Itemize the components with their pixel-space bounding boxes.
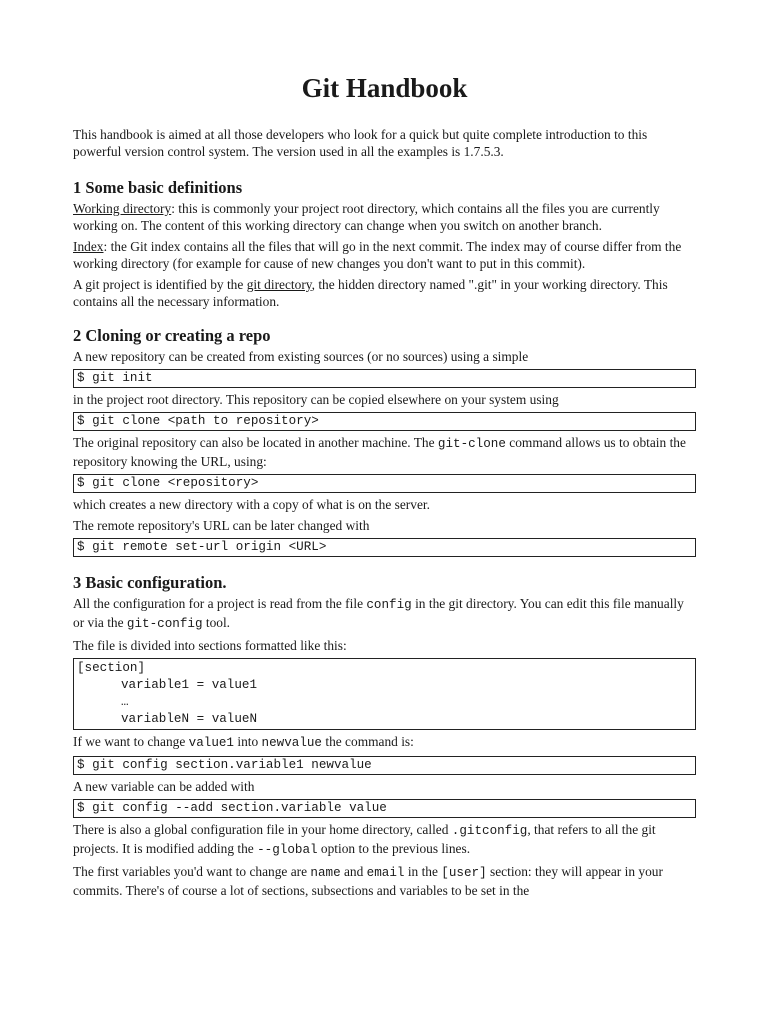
definition-git-directory: A git project is identified by the git directory, the hidden directory named ".git" in your working directory. This contains all the necessary information. <box>73 277 668 309</box>
paragraph: A new repository can be created from existing sources (or no sources) using a simple <box>73 349 529 364</box>
inline-code: name <box>310 866 341 880</box>
inline-code: --global <box>257 843 318 857</box>
paragraph: in the project root directory. This repository can be copied elsewhere on your system using <box>73 392 559 407</box>
config-line: … <box>121 695 129 709</box>
paragraph: All the configuration for a project is read from the file config in the git directory. You can edit this file manually or via the git-config tool. <box>73 596 684 631</box>
definition-text: : this is commonly your project root directory, which contains all the files you are currently working on. The content of this working directory can change when you switch on another branch. <box>73 201 660 233</box>
definition-text: : the Git index contains all the files that will go in the next commit. The index may of course differ from the working directory (for example for cause of new changes you don't want to put in this commit). <box>73 239 682 271</box>
config-line: variable1 = value1 <box>121 678 258 692</box>
paragraph: which creates a new directory with a copy of what is on the server. <box>73 497 430 512</box>
definition-index <box>73 238 696 272</box>
paragraph: There is also a global configuration file in your home directory, called .gitconfig, that refers to all the git projects. It is modified adding the --global option to the previous lines. <box>73 822 656 857</box>
command-box: $ git remote set-url origin <URL> <box>73 538 696 557</box>
inline-code: email <box>366 866 405 880</box>
term-git-directory: git directory <box>246 277 312 292</box>
intro-paragraph: This handbook is aimed at all those developers who look for a quick but quite complete introduction to this powerful version control system. The version used in all the examples is 1.7.5.3. <box>73 127 648 159</box>
command-box: $ git init <box>73 369 696 388</box>
term-index: Index <box>73 239 104 254</box>
config-line: variableN = valueN <box>121 712 258 726</box>
paragraph: The original repository can also be located in another machine. The git-clone command allows us to obtain the repository knowing the URL, using: <box>73 435 686 469</box>
section-2-heading: 2 Cloning or creating a repo <box>73 326 271 345</box>
inline-code: config <box>366 598 412 612</box>
command-box: $ git config --add section.variable value <box>73 799 696 818</box>
section-3-heading: 3 Basic configuration. <box>73 573 227 592</box>
command-box: $ git clone <repository> <box>73 474 696 493</box>
inline-code: [user] <box>441 866 487 880</box>
inline-code: git-config <box>126 617 203 631</box>
paragraph: A new variable can be added with <box>73 779 255 794</box>
command-box: $ git config section.variable1 newvalue <box>73 756 696 775</box>
definition-working-directory <box>73 200 696 234</box>
paragraph: The first variables you'd want to change are name and email in the [user] section: they will appear in your commits. There's of course a lot of sections, subsections and variables to be set in the <box>73 864 663 898</box>
paragraph: The remote repository's URL can be later changed with <box>73 518 370 533</box>
inline-code: .gitconfig <box>451 824 528 838</box>
inline-code: newvalue <box>261 736 322 750</box>
config-example-block <box>73 658 696 730</box>
document-title: Git Handbook <box>301 73 468 103</box>
inline-code: value1 <box>188 736 234 750</box>
command-box: $ git clone <path to repository> <box>73 412 696 431</box>
config-line: [section] <box>77 661 146 675</box>
paragraph: If we want to change value1 into newvalue the command is: <box>73 734 414 750</box>
section-1-heading: 1 Some basic definitions <box>73 178 243 197</box>
term-working-directory: Working directory <box>73 201 172 216</box>
paragraph: The file is divided into sections formatted like this: <box>73 638 347 653</box>
document-body <box>73 126 696 903</box>
inline-code: git-clone <box>437 437 506 451</box>
